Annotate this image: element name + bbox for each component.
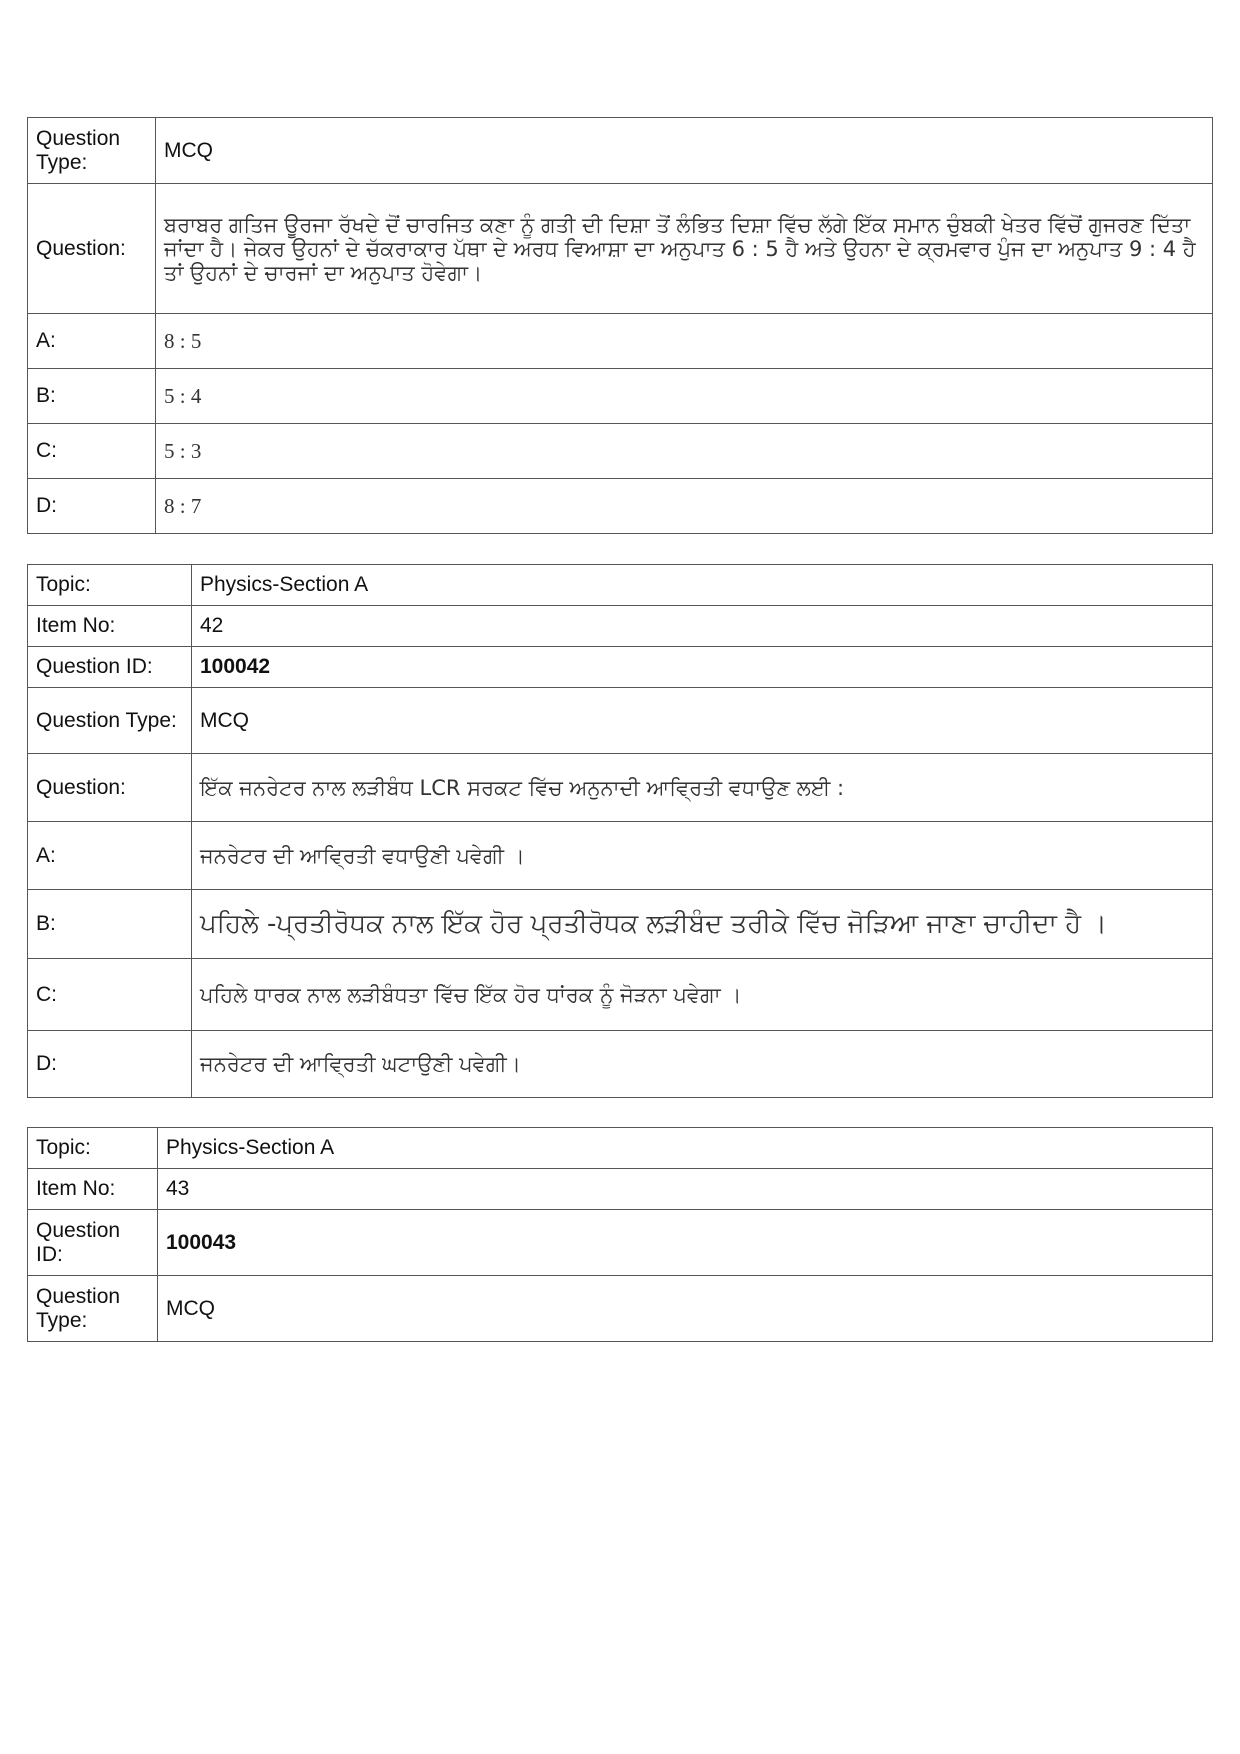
row-label: A:: [28, 314, 156, 369]
question-text: ਬਰਾਬਰ ਗਤਿਜ ਊਰਜਾ ਰੱਖਦੇ ਦੋਂ ਚਾਰਜਿਤ ਕਣਾ ਨੂੰ ਗਤੀ ਦੀ ਦਿਸ਼ਾ ਤੋਂ ਲੰਭਿਤ ਦਿਸ਼ਾ ਵਿੱਚ ਲੱਗੇ ਇੱਕ ਸਮਾਨ ਚੁੰਬਕੀ ਖੇਤਰ ਵਿੱਚੋਂ ਗੁਜਰਣ ਦਿੱਤਾ ਜਾਂਦਾ ਹੈ। ਜੇਕਰ ਉਹਨਾਂ ਦੇ ਚੱਕਰਾਕਾਰ ਪੱਥਾ ਦੇ ਅਰਧ ਵਿਆਸ਼ਾ ਦਾ ਅਨੁਪਾਤ 6 : 5 ਹੈ ਅਤੇ ਉਹਨਾ ਦੇ ਕ੍ਰਮਵਾਰ ਪੁੰਜ ਦਾ ਅਨੁਪਾਤ 9 : 4 ਹੈ ਤਾਂ ਉਹਨਾਂ ਦੇ ਚਾਰਜਾਂ ਦਾ ਅਨੁਪਾਤ ਹੋਵੇਗਾ।: [156, 184, 1213, 314]
row-label: Topic:: [28, 565, 192, 606]
question-type-row: [28, 118, 1213, 184]
question-id-row: [28, 647, 1213, 688]
option-d-text: ਜਨਰੇਟਰ ਦੀ ਆਵ੍ਰਿਤੀ ਘਟਾਉਣੀ ਪਵੇਗੀ।: [192, 1031, 1213, 1098]
row-label: Question Type:: [28, 118, 156, 184]
option-c-text: 5 : 3: [156, 424, 1213, 479]
option-d-text: 8 : 7: [156, 479, 1213, 534]
row-label: Question ID:: [28, 647, 192, 688]
option-b-text: ਪਹਿਲੇ -ਪ੍ਰਤੀਰੋਧਕ ਨਾਲ ਇੱਕ ਹੋਰ ਪ੍ਰਤੀਰੋਧਕ ਲੜੀਬੰਦ ਤਰੀਕੇ ਵਿੱਚ ਜੋੜਿਆ ਜਾਣਾ ਚਾਹੀਦਾ ਹੈ ।: [192, 890, 1213, 959]
item-no-row: [28, 606, 1213, 647]
row-label: Question:: [28, 184, 156, 314]
topic-row: [28, 1128, 1213, 1169]
row-label: C:: [28, 959, 192, 1031]
row-label: B:: [28, 890, 192, 959]
row-label: Question Type:: [28, 1276, 158, 1342]
question-row: [28, 184, 1213, 314]
option-d-row: [28, 1031, 1213, 1098]
question-id-row: [28, 1210, 1213, 1276]
option-b-row: [28, 890, 1213, 959]
question-id-value: 100043: [158, 1210, 1213, 1276]
question-block-43: [27, 1127, 1213, 1342]
option-b-text: 5 : 4: [156, 369, 1213, 424]
item-no-value: 42: [192, 606, 1213, 647]
question-type-value: MCQ: [158, 1276, 1213, 1342]
option-c-row: [28, 959, 1213, 1031]
item-no-value: 43: [158, 1169, 1213, 1210]
row-label: B:: [28, 369, 156, 424]
question-type-value: MCQ: [156, 118, 1213, 184]
question-type-row: [28, 1276, 1213, 1342]
question-row: [28, 754, 1213, 822]
row-label: Topic:: [28, 1128, 158, 1169]
row-label: C:: [28, 424, 156, 479]
option-d-row: [28, 479, 1213, 534]
option-c-row: [28, 424, 1213, 479]
question-text: ਇੱਕ ਜਨਰੇਟਰ ਨਾਲ ਲੜੀਬੰਧ LCR ਸਰਕਟ ਵਿੱਚ ਅਨੁਨਾਦੀ ਆਵ੍ਰਿਤੀ ਵਧਾਉਣ ਲਈ :: [192, 754, 1213, 822]
question-id-value: 100042: [192, 647, 1213, 688]
question-type-row: [28, 688, 1213, 754]
option-a-text: ਜਨਰੇਟਰ ਦੀ ਆਵ੍ਰਿਤੀ ਵਧਾਉਣੀ ਪਵੇਗੀ ।: [192, 822, 1213, 890]
row-label: A:: [28, 822, 192, 890]
question-type-value: MCQ: [192, 688, 1213, 754]
row-label: Question Type:: [28, 688, 192, 754]
topic-value: Physics-Section A: [158, 1128, 1213, 1169]
option-c-text: ਪਹਿਲੇ ਧਾਰਕ ਨਾਲ ਲੜੀਬੰਧਤਾ ਵਿੱਚ ਇੱਕ ਹੋਰ ਧਾਂਰਕ ਨੂੰ ਜੋੜਨਾ ਪਵੇਗਾ ।: [192, 959, 1213, 1031]
option-a-row: [28, 314, 1213, 369]
row-label: D:: [28, 479, 156, 534]
row-label: Item No:: [28, 1169, 158, 1210]
item-no-row: [28, 1169, 1213, 1210]
question-block-41: [27, 117, 1213, 534]
row-label: Question:: [28, 754, 192, 822]
option-a-text: 8 : 5: [156, 314, 1213, 369]
question-block-42: [27, 564, 1213, 1098]
option-a-row: [28, 822, 1213, 890]
row-label: D:: [28, 1031, 192, 1098]
topic-row: [28, 565, 1213, 606]
row-label: Item No:: [28, 606, 192, 647]
row-label: Question ID:: [28, 1210, 158, 1276]
option-b-row: [28, 369, 1213, 424]
topic-value: Physics-Section A: [192, 565, 1213, 606]
